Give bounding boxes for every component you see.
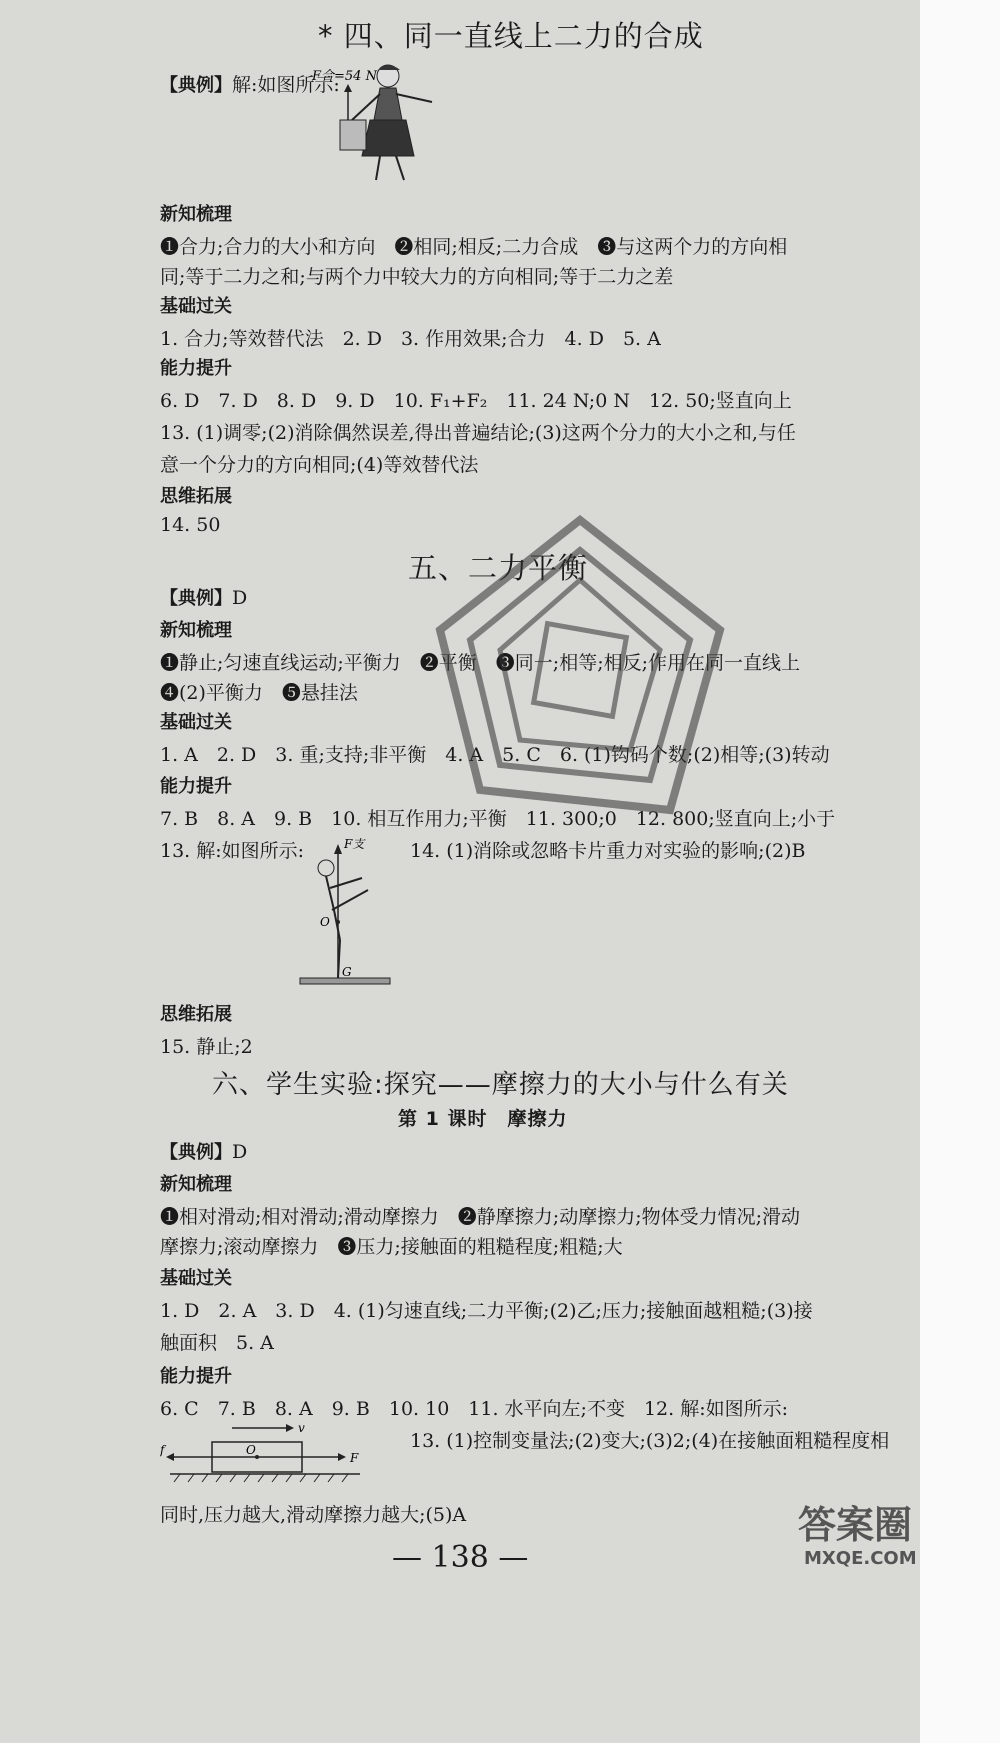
section-6-xinzhi-line: 摩擦力;滚动摩擦力 ❸压力;接触面的粗糙程度;粗糙;大 [160, 1236, 623, 1258]
dancer-figure [290, 830, 400, 990]
force-label: F合=54 N [312, 69, 377, 84]
section-5-nengli-line: 13. 解:如图所示: [160, 840, 305, 862]
section-4-siwei-line: 14. 50 [160, 514, 221, 536]
section-5-nengli-line: 7. B 8. A 9. B 10. 相互作用力;平衡 11. 300;0 12. 800;竖直向上;小于 [160, 808, 836, 830]
friction-label: f [160, 1443, 165, 1457]
section-4-jichu-line: 1. 合力;等效替代法 2. D 3. 作用效果;合力 4. D 5. A [160, 328, 661, 350]
section-4-xinzhi-line: 同;等于二力之和;与两个力中较大力的方向相同;等于二力之差 [160, 266, 674, 288]
section-4-siwei-label: 思维拓展 [160, 486, 232, 507]
example-text: D [232, 587, 248, 609]
section-4-title: * 四、同一直线上二力的合成 [318, 19, 704, 53]
section-6-nengli-label: 能力提升 [160, 1366, 232, 1387]
section-4-nengli-line: 6. D 7. D 8. D 9. D 10. F₁+F₂ 11. 24 N;0 N 12. 50;竖直向上 [160, 390, 792, 412]
example-text: 解:如图所示: [232, 74, 340, 96]
section-6-nengli-line: 6. C 7. B 8. A 9. B 10. 10 11. 水平向左;不变 12. 解:如图所示: [160, 1398, 789, 1420]
seal-stamp [420, 510, 740, 830]
section-5-xinzhi-line: ❹(2)平衡力 ❺悬挂法 [160, 682, 358, 704]
weight-label: G [342, 965, 352, 979]
center-label: O [246, 1443, 256, 1457]
section-5-title: 五、二力平衡 [408, 551, 589, 585]
example-label: 【典例】 [160, 75, 232, 96]
page-margin [920, 0, 1000, 1743]
section-6-nengli-line: 13. (1)控制变量法;(2)变大;(3)2;(4)在接触面粗糙程度相 [410, 1430, 890, 1452]
section-5-jichu-label: 基础过关 [160, 712, 232, 733]
section-5-jichu-line: 1. A 2. D 3. 重;支持;非平衡 4. A 5. C 6. (1)钩码个数;(2)相等;(3)转动 [160, 744, 830, 766]
section-6-jichu-line: 触面积 5. A [160, 1332, 274, 1354]
watermark-logo: 答案圈 [798, 1503, 913, 1547]
watermark-url: MXQE.COM [804, 1548, 917, 1569]
section-6-subtitle: 第 1 课时 摩擦力 [398, 1108, 568, 1130]
section-4-nengli-label: 能力提升 [160, 358, 232, 379]
section-4-nengli-line: 13. (1)调零;(2)消除偶然误差,得出普遍结论;(3)这两个分力的大小之和,与任 [160, 422, 796, 444]
section-6-jichu-label: 基础过关 [160, 1268, 232, 1289]
example-text: D [232, 1141, 248, 1163]
section-4-xinzhi-line: ❶合力;合力的大小和方向 ❷相同;相反;二力合成 ❸与这两个力的方向相 [160, 236, 788, 258]
block-friction-figure [160, 1418, 400, 1498]
section-6-xinzhi-label: 新知梳理 [160, 1174, 232, 1195]
section-5-siwei-label: 思维拓展 [160, 1004, 232, 1025]
section-6-xinzhi-line: ❶相对滑动;相对滑动;滑动摩擦力 ❷静摩擦力;动摩擦力;物体受力情况;滑动 [160, 1206, 801, 1228]
section-6-jichu-line: 1. D 2. A 3. D 4. (1)匀速直线;二力平衡;(2)乙;压力;接触面越粗糙;(3)接 [160, 1300, 813, 1322]
example-row [160, 1138, 247, 1164]
example-label: 【典例】 [160, 588, 232, 609]
section-4-nengli-line: 意一个分力的方向相同;(4)等效替代法 [160, 454, 479, 476]
girl-bucket-figure [310, 58, 460, 188]
page-number: — 138 — [392, 1540, 529, 1575]
section-4-xinzhi-label: 新知梳理 [160, 204, 232, 225]
section-5-siwei-line: 15. 静止;2 [160, 1036, 253, 1058]
section-6-nengli-line: 同时,压力越大,滑动摩擦力越大;(5)A [160, 1504, 467, 1526]
section-5-nengli-label: 能力提升 [160, 776, 232, 797]
force-label: F支 [344, 837, 365, 851]
section-5-xinzhi-line: ❶静止;匀速直线运动;平衡力 ❷平衡 ❸同一;相等;相反;作用在同一直线上 [160, 652, 801, 674]
section-5-xinzhi-label: 新知梳理 [160, 620, 232, 641]
center-label: O [320, 915, 330, 929]
section-6-title: 六、学生实验:探究——摩擦力的大小与什么有关 [212, 1070, 789, 1100]
section-4-jichu-label: 基础过关 [160, 296, 232, 317]
section-5-nengli-line: 14. (1)消除或忽略卡片重力对实验的影响;(2)B [410, 840, 806, 862]
example-row [160, 584, 247, 610]
example-label: 【典例】 [160, 1142, 232, 1163]
pull-force-label: F [350, 1451, 359, 1465]
velocity-label: v [298, 1421, 305, 1435]
